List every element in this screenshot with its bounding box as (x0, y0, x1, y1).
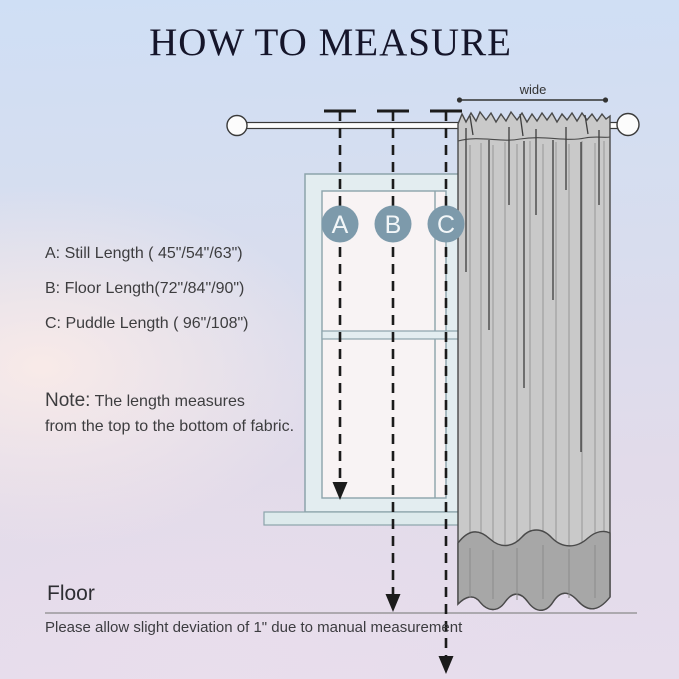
measurement-disclaimer: Please allow slight deviation of 1" due to manual measurement (45, 619, 463, 636)
marker-c-letter: C (436, 211, 456, 239)
measure-note (45, 388, 305, 439)
arrow-down-icon (386, 594, 401, 612)
wide-label: wide (519, 82, 547, 97)
arrow-down-icon (439, 656, 454, 674)
rod-finial-left (227, 116, 247, 136)
note-label: Note: (45, 390, 91, 411)
legend-floor-length: B: Floor Length(72"/84"/90") (45, 280, 245, 297)
marker-a-letter: A (331, 211, 349, 239)
marker-a (322, 206, 359, 243)
rod-finial-right (617, 114, 639, 136)
marker-badges (322, 206, 465, 243)
marker-b-letter: B (384, 211, 402, 239)
note-line2: from the top to the bottom of fabric. (45, 418, 295, 435)
wide-dimension (457, 82, 608, 103)
curtain-graphic (458, 112, 610, 610)
wide-dimension-right-dot (603, 97, 608, 102)
note-line1: The length measures (94, 393, 245, 410)
curtain-bottom-band (458, 530, 610, 610)
legend-puddle-length: C: Puddle Length ( 96"/108") (45, 315, 249, 332)
page-title: HOW TO MEASURE (149, 21, 512, 64)
marker-b (375, 206, 412, 243)
floor-label: Floor (47, 582, 95, 605)
window-sill (264, 512, 460, 525)
marker-c (428, 206, 465, 243)
legend-still-length: A: Still Length ( 45"/54"/63") (45, 245, 243, 262)
wide-dimension-left-dot (457, 97, 462, 102)
